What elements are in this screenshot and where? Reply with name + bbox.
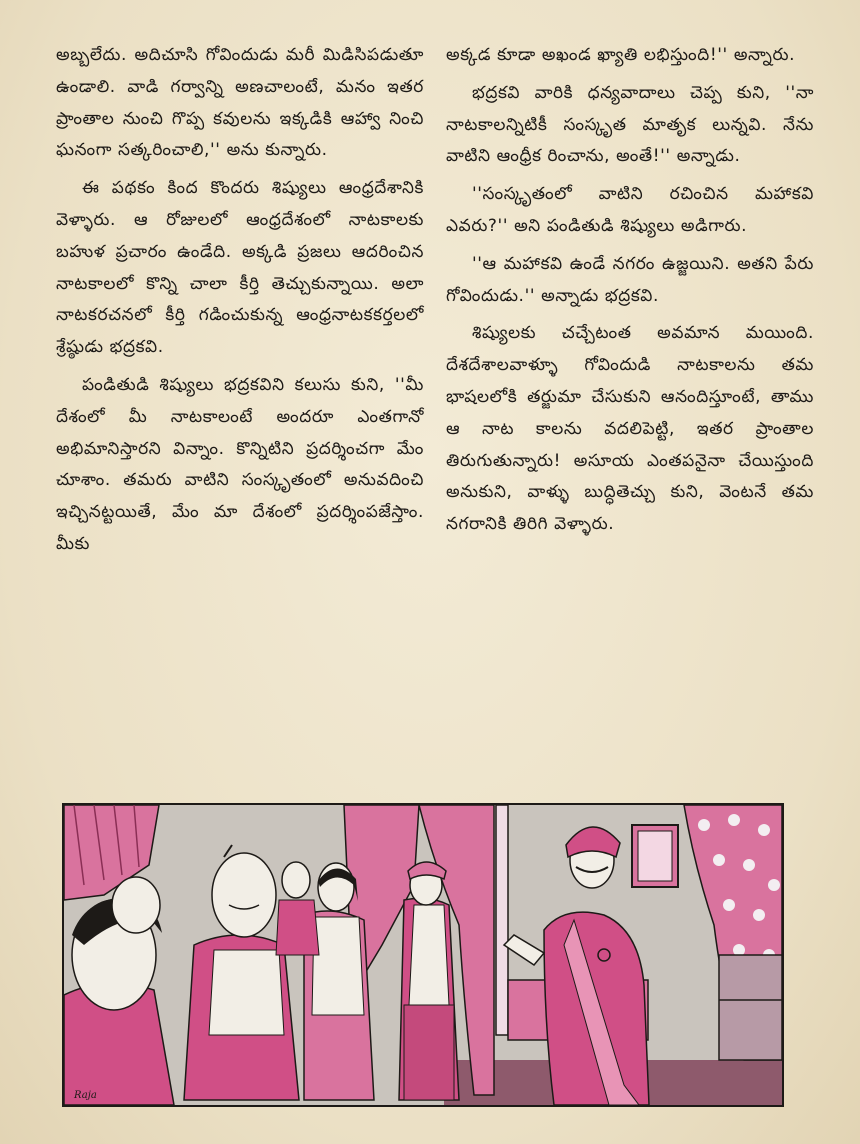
story-illustration <box>62 803 784 1107</box>
wall-picture-inner <box>638 831 672 881</box>
right-paragraph-3: ''సంస్కృతంలో వాటిని రచించిన మహాకవి ఎవరు?'' అని పండితుడి శిష్యులు అడిగారు. <box>446 184 814 236</box>
right-column <box>446 40 814 547</box>
artist-signature: Raja <box>74 1090 97 1101</box>
right-paragraph-5: శిష్యులకు చచ్చేటంత అవమాన మయింది. దేశదేశాలవాళ్ళూ గోవిందుడి నాటకాలను తమ భాషలలోకి తర్జుమా చేసుకుని ఆనందిస్తూంటే, తాము ఆ నాట కాలను వదలిపెట్టి, ఇతర ప్రాంతాల తిరుగుతున్నారు! అసూయ ఎంతపనైనా చేయిస్తుంది అనుకుని, వాళ్ళు బుద్ధితెచ్చు కుని, వెంటనే తమ నగరానికి తిరిగి వెళ్ళారు. <box>446 323 814 535</box>
left-paragraph-2: ఈ పథకం కింద కొందరు శిష్యులు ఆంధ్రదేశానికి వెళ్ళారు. ఆ రోజులలో ఆంధ్రదేశంలో నాటకాలకు బహుళ ప్రచారం ఉండేది. అక్కడి ప్రజలు ఆదరించిన నాటకాలలో కొన్ని చాలా కీర్తి తెచ్చుకున్నాయి. అలా నాటకరచనలో కీర్తి గడించుకున్న ఆంధ్రనాటకకర్తలలో శ్రేష్ఠుడు భద్రకవి. <box>56 178 424 358</box>
right-paragraph-2: భద్రకవి వారికి ధన్యవాదాలు చెప్ప కుని, ''నా నాటకాలన్నిటికీ సంస్కృత మాతృక లున్నవి. నేను వాటిని ఆంధ్రీక రించాను, అంతే!'' అన్నాడు. <box>446 82 814 167</box>
illustration-scene <box>64 805 782 1105</box>
right-paragraph-4: ''ఆ మహాకవి ఉండే నగరం ఉజ్జయిని. అతని పేరు గోవిందుడు.'' అన్నాడు భద్రకవి. <box>446 253 814 306</box>
left-paragraph-1: అబ్బలేదు. అదిచూసి గోవిందుడు మరీ మిడిసిపడుతూ ఉండాలి. వాడి గర్వాన్ని అణచాలంటే, మనం ఇతర ప్రాంతాల నుంచి గొప్ప కవులను ఇక్కడికి ఆహ్వా నించి ఘనంగా సత్కరించాలి,'' అను కున్నారు. <box>56 45 424 161</box>
window-shutter <box>719 955 782 1060</box>
pillar <box>496 805 508 1035</box>
left-paragraph-3: పండితుడి శిష్యులు భద్రకవిని కలుసు కుని, ''మీ దేశంలో మీ నాటకాలంటే అందరూ ఎంతగానో అభిమానిస్తారని విన్నాం. కొన్నిటిని ప్రదర్శించగా మేం చూశాం. తమరు వాటిని సంస్కృతంలో అనువదించి ఇచ్చినట్టయితే, మేం మా దేశంలో ప్రదర్శింపజేస్తాం. మీకు <box>56 374 424 554</box>
right-paragraph-1: అక్కడ కూడా అఖండ ఖ్యాతి లభిస్తుంది!'' అన్నారు. <box>446 45 796 65</box>
left-column <box>56 40 424 567</box>
